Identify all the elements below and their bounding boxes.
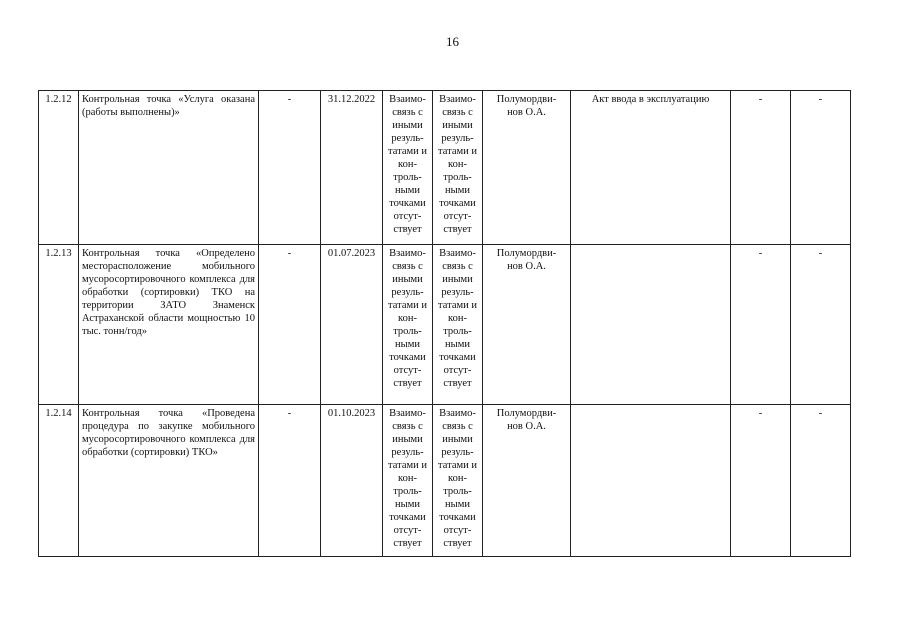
information-system: - bbox=[791, 405, 851, 557]
information-system: - bbox=[791, 245, 851, 405]
row-number: 1.2.12 bbox=[39, 91, 79, 245]
row-number: 1.2.13 bbox=[39, 245, 79, 405]
information-system: - bbox=[791, 91, 851, 245]
predecessor-relation: Взаимо- связь с иными резуль- татами и кон- троль- ными точками отсут- ствует bbox=[383, 91, 433, 245]
responsible-person: Полумордви- нов О.А. bbox=[483, 245, 571, 405]
control-point-name: Контрольная точка «Услуга оказана (работы выполнены)» bbox=[79, 91, 259, 245]
control-level: - bbox=[731, 91, 791, 245]
end-date: 01.07.2023 bbox=[321, 245, 383, 405]
start-date: - bbox=[259, 405, 321, 557]
control-level: - bbox=[731, 245, 791, 405]
table-row bbox=[39, 91, 851, 245]
predecessor-relation: Взаимо- связь с иными резуль- татами и кон- троль- ными точками отсут- ствует bbox=[383, 405, 433, 557]
row-number: 1.2.14 bbox=[39, 405, 79, 557]
successor-relation: Взаимо- связь с иными резуль- татами и кон- троль- ными точками отсут- ствует bbox=[433, 245, 483, 405]
confirming-document: Акт ввода в эксплуатацию bbox=[571, 91, 731, 245]
successor-relation: Взаимо- связь с иными резуль- татами и кон- троль- ными точками отсут- ствует bbox=[433, 405, 483, 557]
predecessor-relation: Взаимо- связь с иными резуль- татами и кон- троль- ными точками отсут- ствует bbox=[383, 245, 433, 405]
table-row bbox=[39, 245, 851, 405]
control-points-table bbox=[38, 90, 851, 557]
control-point-name: Контрольная точка «Проведена процедура по закупке мобильного мусоросортировочного комплекса для обработки (сортировки) ТКО» bbox=[79, 405, 259, 557]
responsible-person: Полумордви- нов О.А. bbox=[483, 91, 571, 245]
end-date: 01.10.2023 bbox=[321, 405, 383, 557]
page-number: 16 bbox=[446, 34, 459, 49]
control-level: - bbox=[731, 405, 791, 557]
table-row bbox=[39, 405, 851, 557]
successor-relation: Взаимо- связь с иными резуль- татами и кон- троль- ными точками отсут- ствует bbox=[433, 91, 483, 245]
confirming-document bbox=[571, 245, 731, 405]
start-date: - bbox=[259, 245, 321, 405]
confirming-document bbox=[571, 405, 731, 557]
end-date: 31.12.2022 bbox=[321, 91, 383, 245]
responsible-person: Полумордви- нов О.А. bbox=[483, 405, 571, 557]
start-date: - bbox=[259, 91, 321, 245]
control-point-name: Контрольная точка «Определено месторасположение мобильного мусоросортировочного комплекса для обработки (сортировки) ТКО на территории ЗАТО Знаменск Астраханской области мощностью 10 тыс. тонн/год» bbox=[79, 245, 259, 405]
